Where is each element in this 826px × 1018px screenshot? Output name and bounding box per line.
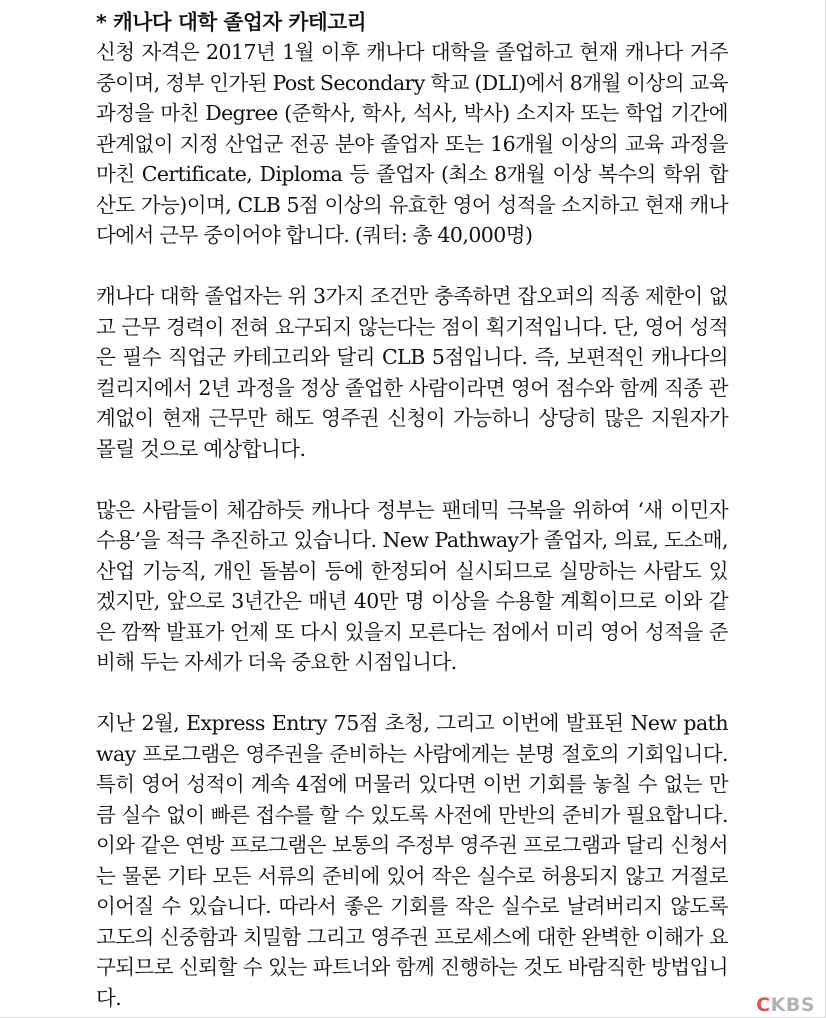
watermark-rest: KBS (770, 994, 815, 1016)
paragraph-graduate-benefits: 캐나다 대학 졸업자는 위 3가지 조건만 충족하면 잡오퍼의 직종 제한이 없고 근무 경력이 전혀 요구되지 않는다는 점이 획기적입니다. 단, 영어 성적은 필수 직업군 카테고리와 달리 CLB 5점입니다. 즉, 보편적인 캐나다의 컬리지에서 2년 과정을 정상 졸업한 사람이라면 영어 점수와 함께 직종 관계없이 현재 근무만 해도 영주권 신청이 가능하니 상당히 많은 지원자가 몰릴 것으로 예상합니다. (96, 284, 728, 461)
watermark-first-letter: C (756, 994, 771, 1016)
section-heading: * 캐나다 대학 졸업자 카테고리 (96, 10, 367, 34)
ckbs-watermark-logo (756, 993, 815, 1017)
paragraph-preparation-advice: 지난 2월, Express Entry 75점 초청, 그리고 이번에 발표된 New pathway 프로그램은 영주권을 준비하는 사람에게는 분명 절호의 기회입니다. 특히 영어 성적이 계속 4점에 머물러 있다면 이번 기회를 놓칠 수 없는 만큼 실수 없이 빠른 접수를 할 수 있도록 사전에 만반의 준비가 필요합니다. 이와 같은 연방 프로그램은 보통의 주정부 영주권 프로그램과 달리 신청서는 물론 기타 모든 서류의 준비에 있어 작은 실수로 허용되지 않고 거절로 이어질 수 있습니다. 따라서 좋은 기회를 작은 실수로 날려버리지 않도록 고도의 신중함과 치밀함 그리고 영주권 프로세스에 대한 완벽한 이해가 요구되므로 신뢰할 수 있는 파트너와 함께 진행하는 것도 바람직한 방법입니다. (96, 711, 728, 1010)
article-body (96, 7, 728, 1013)
paragraph-eligibility: 신청 자격은 2017년 1월 이후 캐나다 대학을 졸업하고 현재 캐나다 거주 중이며, 정부 인가된 Post Secondary 학교 (DLI)에서 8개월 이상의 교육 과정을 마친 Degree (준학사, 학사, 석사, 박사) 소지자 또는 학업 기간에 관계없이 지정 산업군 전공 분야 졸업자 또는 16개월 이상의 교육 과정을 마친 Certificate, Diploma 등 졸업자 (최소 8개월 이상 복수의 학위 합산도 가능)이며, CLB 5점 이상의 유효한 영어 성적을 소지하고 현재 캐나다에서 근무 중이어야 합니다. (쿼터: 총 40,000명) (96, 40, 728, 247)
paragraph-immigration-policy: 많은 사람들이 체감하듯 캐나다 정부는 팬데믹 극복을 위하여 ‘새 이민자 수용’을 적극 추진하고 있습니다. New Pathway가 졸업자, 의료, 도소매, 산업 기능직, 개인 돌봄이 등에 한정되어 실시되므로 실망하는 사람도 있겠지만, 앞으로 3년간은 매년 40만 명 이상을 수용할 계획이므로 이와 같은 깜짝 발표가 언제 또 다시 있을지 모른다는 점에서 미리 영어 성적을 준비해 두는 자세가 더욱 중요한 시점입니다. (96, 497, 728, 674)
